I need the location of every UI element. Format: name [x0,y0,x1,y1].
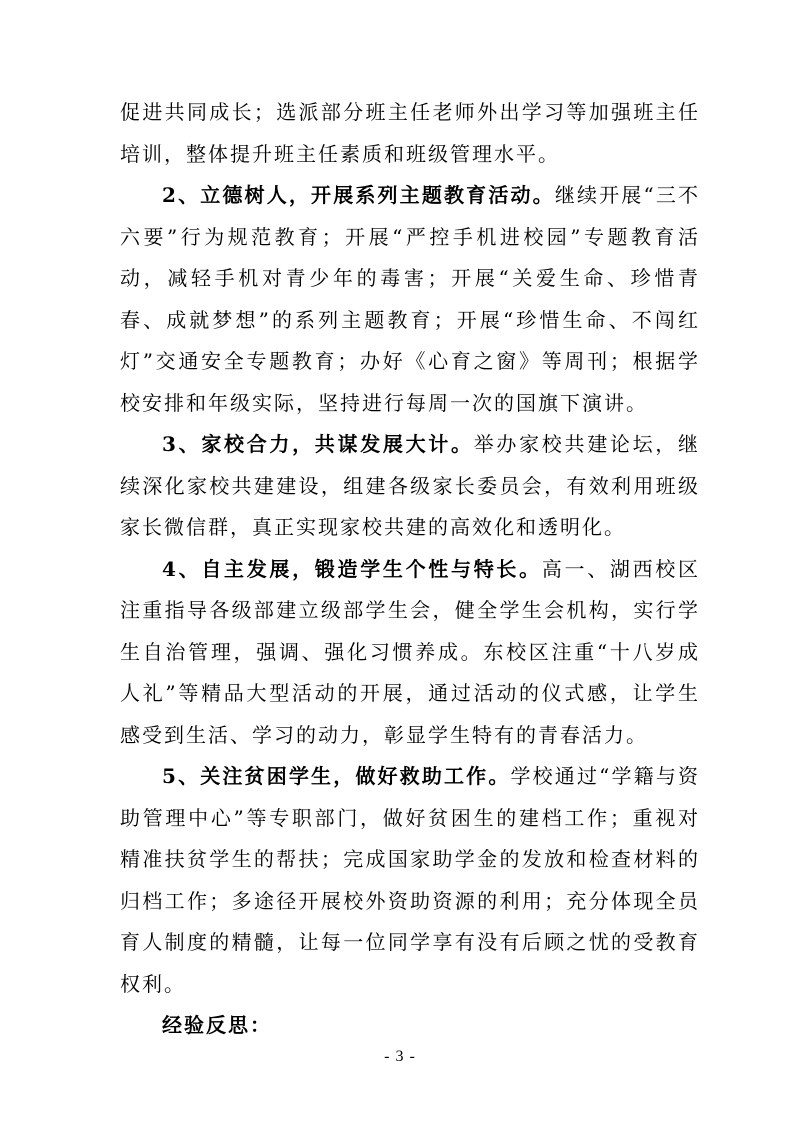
paragraph-theme-education [120,175,700,424]
document-body [120,92,700,1047]
section-heading-reflection: 经验反思： [162,1013,272,1037]
paragraph-text: 继续开展“三不六要”行为规范教育；开展“严控手机进校园”专题教育活动，减轻手机对青少年的毒害；开展“关爱生命、珍惜青春、成就梦想”的系列主题教育；开展“珍惜生命、不闯红灯”交通安全专题教育；办好《心育之窗》等周刊；根据学校安排和年级实际，坚持进行每周一次的国旗下演讲。 [120,183,700,415]
paragraph-text: 举办家校共建论坛，继续深化家校共建建设，组建各级家长委员会，有效利用班级家长微信群，真正实现家校共建的高效化和透明化。 [120,432,700,539]
paragraph-poverty-aid [120,756,700,1005]
paragraph-heading: 5、关注贫困学生，做好救助工作。 [162,764,511,788]
paragraph-continuation [120,92,700,175]
paragraph-heading: 2、立德树人，开展系列主题教育活动。 [162,183,555,207]
paragraph-heading: 3、家校合力，共谋发展大计。 [162,432,474,456]
paragraph-text: 学校通过“学籍与资助管理中心”等专职部门，做好贫困生的建档工作；重视对精准扶贫学生的帮扶；完成国家助学金的发放和检查材料的归档工作；多途径开展校外资助资源的利用；充分体现全员育人制度的精髓，让每一位同学享有没有后顾之忧的受教育权利。 [120,764,700,996]
paragraph-text: 促进共同成长；选派部分班主任老师外出学习等加强班主任培训，整体提升班主任素质和班级管理水平。 [120,100,700,166]
page-number: - 3 - [384,1048,416,1065]
paragraph-heading: 4、自主发展，锻造学生个性与特长。 [162,556,542,581]
paragraph-self-development [120,549,700,757]
paragraph-home-school [120,424,700,549]
paragraph-reflection [120,1005,700,1047]
paragraph-text: 高一、湖西校区注重指导各级部建立级部学生会，健全学生会机构，实行学生自治管理，强调、强化习惯养成。东校区注重“十八岁成人礼”等精品大型活动的开展，通过活动的仪式感，让学生感受到生活、学习的动力，彰显学生特有的青春活力。 [120,556,701,747]
